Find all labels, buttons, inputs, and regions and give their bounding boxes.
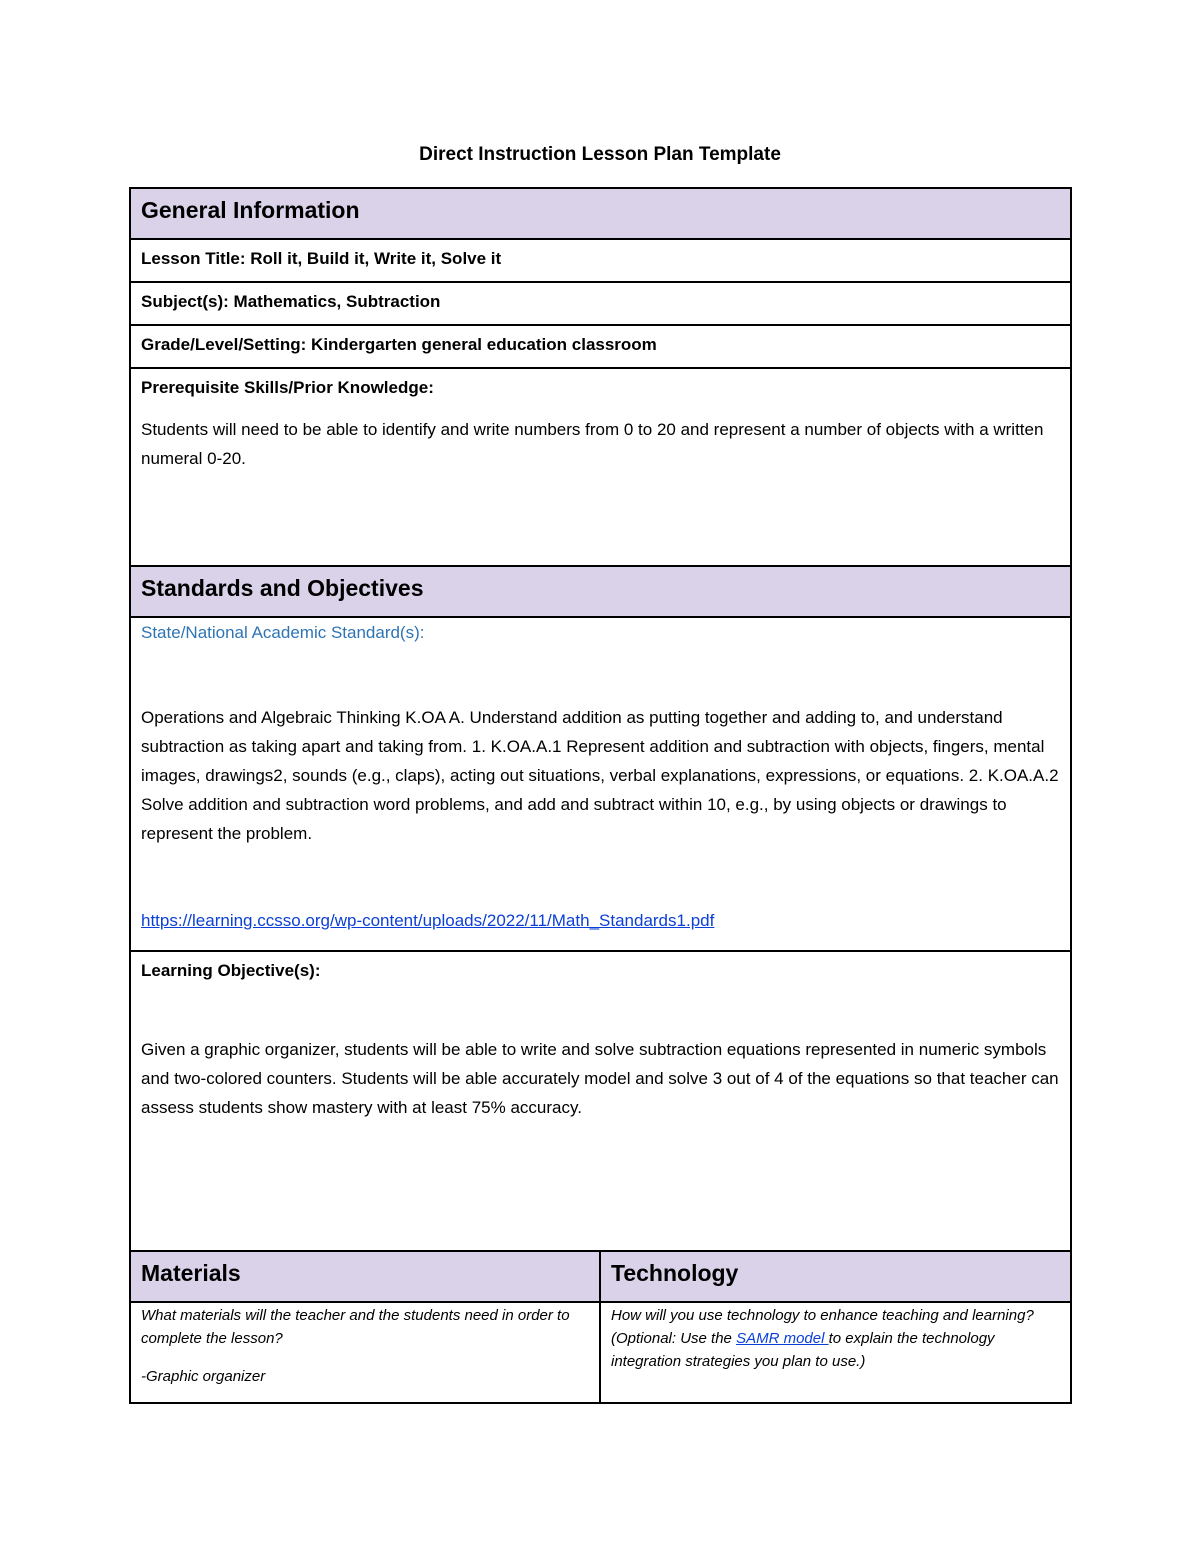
general-info-header-cell — [130, 188, 1071, 239]
standards-label: State/National Academic Standard(s): — [141, 623, 425, 642]
standards-header-cell — [130, 566, 1071, 617]
technology-header-cell — [600, 1251, 1071, 1302]
materials-prompt: What materials will the teacher and the students need in order to complete the lesson? — [141, 1307, 570, 1347]
samr-model-link[interactable]: SAMR model — [736, 1330, 829, 1347]
technology-prompt-end: to explain the technology integration strategies you plan to use.) — [611, 1330, 995, 1370]
standards-cell — [130, 617, 1071, 951]
objectives-row — [130, 951, 1071, 1251]
prereq-text: Students will need to be able to identify and write numbers from 0 to 20 and represent a number of objects with a written numeral 0-20. — [141, 420, 1044, 468]
grade-level-setting: Grade/Level/Setting: Kindergarten general education classroom — [130, 325, 1071, 368]
standards-text: Operations and Algebraic Thinking K.OA A. Understand addition as putting together and adding to, and understand subtraction as taking apart and taking from. 1. K.OA.A.1 Represent addition and subtraction with objects, fingers, mental images, drawings2, sounds (e.g., claps), acting out situations, verbal explanations, expressions, or equations. 2. K.OA.A.2 Solve addition and subtraction word problems, and add and subtract within 10, e.g., by using objects or drawings to represent the problem. — [141, 708, 1059, 843]
technology-cell — [600, 1302, 1071, 1403]
technology-prompt — [611, 1304, 1060, 1373]
materials-header-cell — [130, 1251, 600, 1302]
general-info-heading: General Information — [141, 197, 360, 223]
lesson-title-row — [130, 239, 1071, 282]
standards-row — [130, 617, 1071, 951]
objectives-cell — [130, 951, 1071, 1251]
technology-prompt-start: How will you use technology to enhance teaching and learning? (Optional: Use the — [611, 1307, 1034, 1347]
materials-heading: Materials — [141, 1260, 241, 1286]
materials-tech-row — [130, 1302, 1071, 1403]
prereq-row — [130, 368, 1071, 566]
materials-item: -Graphic organizer — [141, 1368, 266, 1385]
lesson-plan-table — [129, 187, 1072, 1404]
materials-tech-header-row — [130, 1251, 1071, 1302]
standards-heading: Standards and Objectives — [141, 575, 424, 601]
technology-heading: Technology — [611, 1260, 739, 1286]
general-info-header-row — [130, 188, 1071, 239]
standards-header-row — [130, 566, 1071, 617]
page-title: Direct Instruction Lesson Plan Template — [419, 144, 781, 165]
prereq-cell — [130, 368, 1071, 566]
standards-link[interactable]: https://learning.ccsso.org/wp-content/uploads/2022/11/Math_Standards1.pdf — [141, 911, 715, 930]
grade-row — [130, 325, 1071, 368]
materials-cell — [130, 1302, 600, 1403]
subjects-row — [130, 282, 1071, 325]
lesson-title: Lesson Title: Roll it, Build it, Write it, Solve it — [130, 239, 1071, 282]
objectives-text: Given a graphic organizer, students will be able to write and solve subtraction equations represented in numeric symbols and two-colored counters. Students will be able accurately model and solve 3 out of 4 of the equations so that teacher can assess students show mastery with at least 75% accuracy. — [141, 1040, 1059, 1117]
objectives-label: Learning Objective(s): — [141, 961, 321, 980]
prereq-label: Prerequisite Skills/Prior Knowledge: — [141, 378, 434, 397]
subjects: Subject(s): Mathematics, Subtraction — [130, 282, 1071, 325]
